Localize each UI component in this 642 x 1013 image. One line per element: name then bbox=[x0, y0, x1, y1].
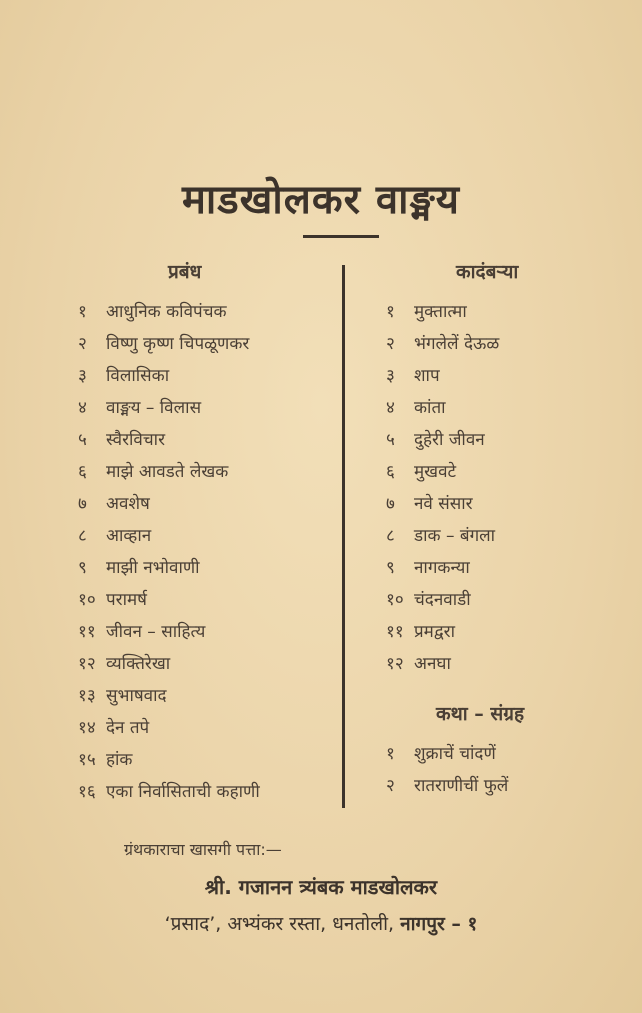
item-title: रातराणीचीं फुलें bbox=[414, 776, 509, 796]
story-collections-list bbox=[386, 738, 606, 802]
item-number: ८ bbox=[78, 526, 87, 546]
essay-list-item bbox=[78, 488, 328, 520]
essay-list-item bbox=[78, 680, 328, 712]
essay-list-item bbox=[78, 648, 328, 680]
essays-list bbox=[78, 296, 328, 808]
item-number: १५ bbox=[78, 750, 96, 770]
essay-list-item bbox=[78, 392, 328, 424]
item-number: १० bbox=[78, 590, 96, 610]
item-number: ४ bbox=[386, 398, 395, 418]
title-underline bbox=[303, 235, 379, 238]
essay-list-item bbox=[78, 712, 328, 744]
item-title: आव्हान bbox=[106, 526, 152, 546]
item-title: नागकन्या bbox=[414, 558, 470, 578]
novel-list-item bbox=[386, 616, 606, 648]
story-collection-list-item bbox=[386, 770, 606, 802]
novel-list-item bbox=[386, 584, 606, 616]
item-number: २ bbox=[386, 776, 395, 796]
essay-list-item bbox=[78, 424, 328, 456]
item-title: अनघा bbox=[414, 654, 451, 674]
item-title: परामर्ष bbox=[106, 590, 148, 610]
item-title: देन तपे bbox=[106, 718, 150, 738]
item-title: आधुनिक कविपंचक bbox=[106, 302, 227, 322]
novel-list-item bbox=[386, 552, 606, 584]
item-number: १० bbox=[386, 590, 404, 610]
item-title: वाङ्मय – विलास bbox=[106, 398, 202, 418]
essay-list-item bbox=[78, 520, 328, 552]
novel-list-item bbox=[386, 488, 606, 520]
novels-heading: कादंबऱ्या bbox=[456, 261, 519, 283]
item-title: कांता bbox=[414, 398, 446, 418]
item-title: माझी नभोवाणी bbox=[106, 558, 200, 578]
essay-list-item bbox=[78, 552, 328, 584]
novel-list-item bbox=[386, 456, 606, 488]
novel-list-item bbox=[386, 520, 606, 552]
item-title: भंगलेलें देऊळ bbox=[414, 334, 500, 354]
essays-heading: प्रबंध bbox=[168, 261, 202, 283]
author-address bbox=[0, 910, 642, 936]
item-title: डाक – बंगला bbox=[414, 526, 496, 546]
novel-list-item bbox=[386, 392, 606, 424]
essays-column bbox=[78, 258, 328, 808]
address-city: नागपुर – १ bbox=[400, 913, 478, 935]
item-title: व्यक्तिरेखा bbox=[106, 654, 171, 674]
item-title: हांक bbox=[106, 750, 133, 770]
novels-column bbox=[386, 258, 606, 802]
item-number: ४ bbox=[78, 398, 87, 418]
item-number: २ bbox=[78, 334, 87, 354]
item-number: २ bbox=[386, 334, 395, 354]
essay-list-item bbox=[78, 744, 328, 776]
item-title: स्वैरविचार bbox=[106, 430, 166, 450]
author-address-label: ग्रंथकाराचा खासगी पत्ता:— bbox=[124, 840, 282, 859]
essay-list-item bbox=[78, 360, 328, 392]
item-number: १२ bbox=[386, 654, 404, 674]
item-number: ९ bbox=[78, 558, 87, 578]
item-title: दुहेरी जीवन bbox=[414, 430, 485, 450]
item-title: अवशेष bbox=[106, 494, 150, 514]
item-title: सुभाषवाद bbox=[106, 686, 167, 706]
novel-list-item bbox=[386, 424, 606, 456]
essay-list-item bbox=[78, 456, 328, 488]
item-title: मुखवटे bbox=[414, 462, 457, 482]
essay-list-item bbox=[78, 296, 328, 328]
item-number: ५ bbox=[386, 430, 395, 450]
essay-list-item bbox=[78, 584, 328, 616]
item-number: ७ bbox=[386, 494, 395, 514]
item-number: १ bbox=[78, 302, 87, 322]
item-number: १४ bbox=[78, 718, 96, 738]
item-number: ८ bbox=[386, 526, 395, 546]
novel-list-item bbox=[386, 328, 606, 360]
item-number: ९ bbox=[386, 558, 395, 578]
item-number: ३ bbox=[386, 366, 395, 386]
item-number: १६ bbox=[78, 782, 96, 802]
address-line: ‘प्रसाद’, अभ्यंकर रस्ता, धनतोली, bbox=[164, 913, 395, 935]
item-number: ११ bbox=[78, 622, 96, 642]
item-number: १ bbox=[386, 744, 395, 764]
column-divider bbox=[342, 265, 345, 808]
item-title: शाप bbox=[414, 366, 440, 386]
item-number: १३ bbox=[78, 686, 96, 706]
story-collections-heading: कथा – संग्रह bbox=[436, 703, 525, 725]
novels-list bbox=[386, 296, 606, 680]
item-title: मुक्तात्मा bbox=[414, 302, 467, 322]
item-title: प्रमद्वरा bbox=[414, 622, 455, 642]
essay-list-item bbox=[78, 328, 328, 360]
author-name: श्री. गजानन त्र्यंबक माडखोलकर bbox=[204, 875, 438, 899]
essay-list-item bbox=[78, 776, 328, 808]
item-title: शुक्राचें चांदणें bbox=[414, 744, 496, 764]
item-title: नवे संसार bbox=[414, 494, 473, 514]
novel-list-item bbox=[386, 648, 606, 680]
item-number: ११ bbox=[386, 622, 404, 642]
item-title: माझे आवडते लेखक bbox=[106, 462, 229, 482]
item-number: १२ bbox=[78, 654, 96, 674]
item-title: चंदनवाडी bbox=[414, 590, 471, 610]
novel-list-item bbox=[386, 360, 606, 392]
item-number: ५ bbox=[78, 430, 87, 450]
item-title: एका निर्वासिताची कहाणी bbox=[106, 782, 260, 802]
item-title: जीवन – साहित्य bbox=[106, 622, 206, 642]
essay-list-item bbox=[78, 616, 328, 648]
page-title: माडखोलकर वाङ्मय bbox=[181, 177, 460, 223]
item-number: ६ bbox=[386, 462, 395, 482]
item-number: ६ bbox=[78, 462, 87, 482]
item-number: ३ bbox=[78, 366, 87, 386]
item-number: ७ bbox=[78, 494, 87, 514]
item-title: विलासिका bbox=[106, 366, 170, 386]
novel-list-item bbox=[386, 296, 606, 328]
item-title: विष्णु कृष्ण चिपळूणकर bbox=[106, 334, 250, 354]
item-number: १ bbox=[386, 302, 395, 322]
story-collection-list-item bbox=[386, 738, 606, 770]
